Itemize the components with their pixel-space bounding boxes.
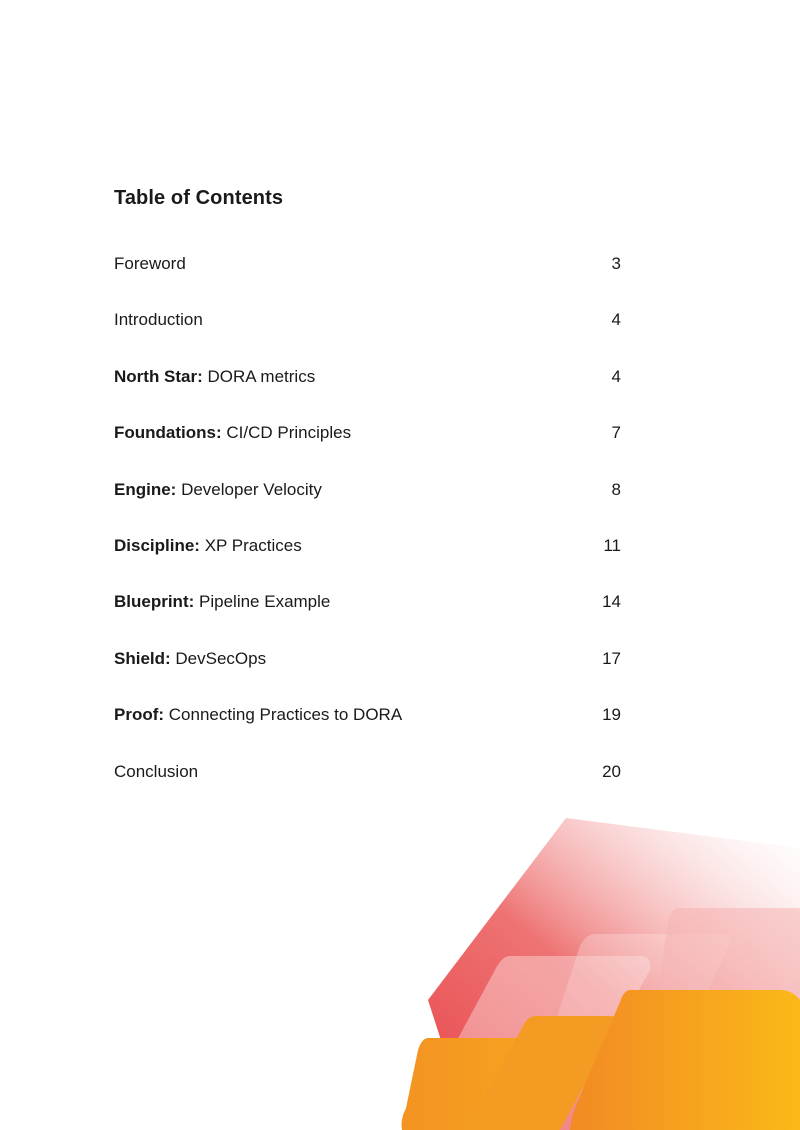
- toc-entry-prefix: Proof:: [114, 705, 165, 725]
- toc-entry-label: Introduction: [114, 310, 203, 330]
- toc-entry-label: Connecting Practices to DORA: [168, 705, 403, 725]
- toc-entry-title: [114, 365, 315, 389]
- pink-translucent-shape: [420, 956, 651, 1130]
- pink-translucent-shape-3: [640, 908, 800, 1130]
- toc-entry-title: [114, 252, 186, 276]
- pink-translucent-shape-2: [520, 934, 730, 1130]
- red-gradient-shape: [428, 818, 800, 1130]
- toc-entry-label: DevSecOps: [175, 648, 267, 668]
- orange-shape-2: [466, 1016, 617, 1130]
- toc-entry-title: [114, 760, 198, 784]
- toc-entry-page: 20: [602, 761, 621, 781]
- table-of-contents: [114, 252, 621, 816]
- toc-entry[interactable]: [114, 308, 621, 364]
- toc-entry-prefix: Foundations:: [114, 423, 222, 443]
- toc-entry[interactable]: [114, 534, 621, 590]
- toc-entry-title: [114, 308, 203, 332]
- toc-entry-prefix: Blueprint:: [114, 592, 195, 612]
- toc-entry-prefix: Discipline:: [114, 535, 200, 555]
- toc-entry-page: 4: [611, 366, 621, 386]
- toc-entry-prefix: North Star:: [114, 366, 203, 386]
- toc-entry[interactable]: [114, 703, 621, 759]
- toc-entry-title: [114, 590, 330, 614]
- toc-entry-page: 4: [611, 310, 621, 330]
- toc-entry-title: [114, 703, 402, 727]
- toc-entry-page: 19: [602, 705, 621, 725]
- toc-entry[interactable]: [114, 590, 621, 646]
- toc-entry-label: Pipeline Example: [199, 592, 331, 612]
- toc-entry-prefix: Engine:: [114, 479, 177, 499]
- toc-entry[interactable]: [114, 421, 621, 477]
- toc-entry-page: 14: [602, 592, 621, 612]
- toc-entry-page: 8: [611, 479, 621, 499]
- toc-entry-page: 3: [611, 254, 621, 273]
- toc-entry-title: [114, 421, 351, 445]
- orange-shape: [402, 1038, 528, 1130]
- toc-entry[interactable]: [114, 478, 621, 534]
- toc-entry-page: 11: [603, 535, 621, 555]
- toc-entry-title: [114, 647, 266, 671]
- toc-entry-title: [114, 534, 302, 558]
- yellow-shape: [570, 990, 800, 1130]
- toc-entry-page: 17: [602, 648, 621, 668]
- toc-entry-label: Developer Velocity: [181, 479, 322, 499]
- toc-entry-title: [114, 478, 322, 502]
- toc-entry[interactable]: [114, 252, 621, 308]
- toc-entry-label: CI/CD Principles: [226, 423, 352, 443]
- toc-entry-label: XP Practices: [204, 535, 302, 555]
- toc-entry-page: 7: [611, 423, 621, 443]
- toc-entry[interactable]: [114, 647, 621, 703]
- toc-entry-label: Foreword: [114, 254, 186, 273]
- toc-entry-label: Conclusion: [114, 761, 199, 781]
- toc-entry[interactable]: [114, 760, 621, 816]
- toc-entry-label: DORA metrics: [207, 366, 316, 386]
- toc-entry-prefix: Shield:: [114, 648, 171, 668]
- page-title: Table of Contents: [114, 187, 284, 209]
- toc-entry[interactable]: [114, 365, 621, 421]
